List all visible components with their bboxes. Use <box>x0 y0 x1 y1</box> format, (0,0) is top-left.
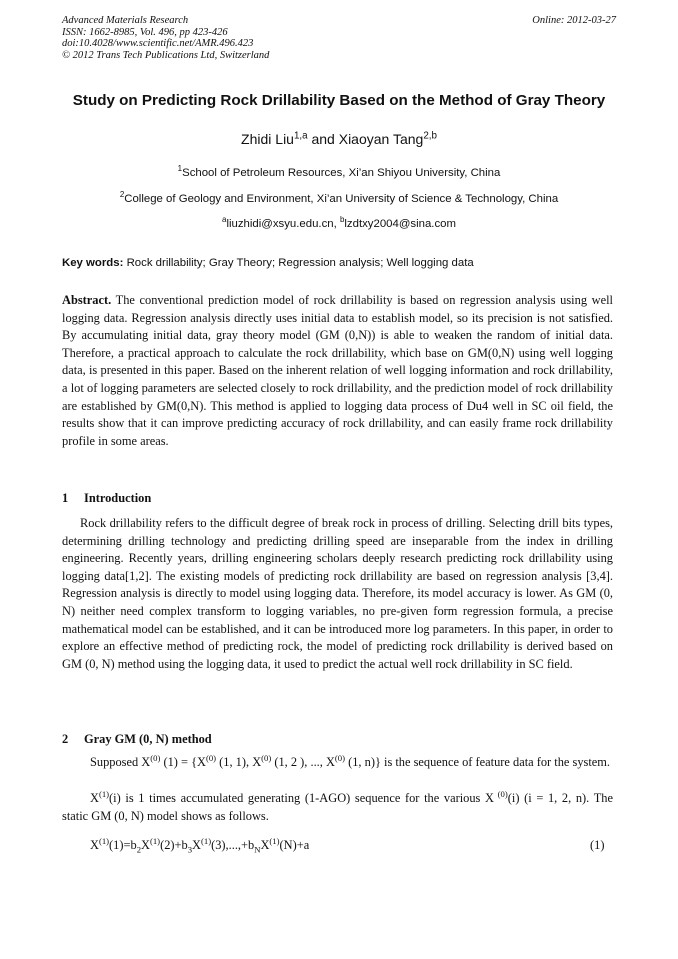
email-b-sup: b <box>339 215 345 225</box>
journal-header <box>62 15 269 61</box>
aff1-text: School of Petroleum Resources, Xi’an Shiyou University, China <box>182 167 501 179</box>
section-1-heading <box>62 491 151 506</box>
aff2-sup: 2 <box>119 190 125 200</box>
section-1-title: Introduction <box>84 491 152 505</box>
paper-title: Study on Predicting Rock Drillability Based on the Method of Gray Theory <box>72 92 606 109</box>
p1-sup: (0) <box>261 752 272 763</box>
keywords-label: Key words: <box>62 257 124 269</box>
p2-part: X <box>90 791 99 805</box>
author-2-sup: 2,b <box>423 130 437 142</box>
email-b[interactable]: lzdtxy2004@sina.com <box>344 218 456 230</box>
eq-part: X <box>192 838 201 852</box>
section-2-number: 2 <box>62 732 69 746</box>
p1-part: (1, n)} is the sequence of feature data for the system. <box>345 755 611 769</box>
sequence-definition-paragraph <box>62 754 613 772</box>
p1-sup: (0) <box>334 752 346 763</box>
eq-sup: (1) <box>269 835 280 846</box>
eq-sub: 2 <box>136 844 142 855</box>
affiliation-2 <box>0 190 678 205</box>
affiliation-1 <box>0 164 678 179</box>
email-a-sup: a <box>222 215 227 225</box>
p1-sup: (0) <box>205 752 217 763</box>
ago-definition-paragraph <box>62 790 613 825</box>
section-2-title: Gray GM (0, N) method <box>84 732 212 746</box>
eq-part: (2)+b <box>160 838 188 852</box>
author-1: Zhidi Liu <box>241 131 294 147</box>
p1-part: (1, 1), X <box>216 755 262 769</box>
p1-part: (1) = {X <box>160 755 206 769</box>
p2-part: (i) is 1 times accumulated generating (1-AGO) sequence for the various X <box>109 791 494 805</box>
p1-sup: (0) <box>150 752 161 763</box>
eq-part: X <box>90 838 99 852</box>
eq-sub: 3 <box>187 844 193 855</box>
p2-part: (i) (i = 1, 2, n). The static GM (0, N) model shows as follows. <box>62 791 613 823</box>
author-2: Xiaoyan Tang <box>338 131 424 147</box>
eq-part: (1)=b <box>109 838 137 852</box>
copyright-line: © 2012 Trans Tech Publications Ltd, Switzerland <box>62 49 270 61</box>
authors <box>0 131 678 147</box>
eq-part: (N)+a <box>279 838 310 852</box>
author-1-sup: 1,a <box>293 130 308 142</box>
journal-name: Advanced Materials Research <box>62 15 189 26</box>
issn-line: ISSN: 1662-8985, Vol. 496, pp 423-426 <box>62 26 228 38</box>
eq-sup: (1) <box>98 835 110 846</box>
aff1-sup: 1 <box>177 164 183 174</box>
introduction-paragraph: Rock drillability refers to the difficult degree of break rock in process of drilling. Selecting drill bits types, determining drilling technology and predicting drilling speed are inseparable from the index in drilling engineering. Recently years, drilling engineering scholars deeply research predicting rock drillability using logging data[1,2]. The existing models of predicting rock drillability are based on regression analysis [3,4]. Regression analysis is directly to model using logging data. Therefore, its model accuracy is lower. As GM (0, N) neither need complex transform to logging variables, no pre-given form regression formula, a precise mathematical model can be established, and it can be introduced more log parameters. In this paper, in order to explore an effective method of predicting rock, the model of predicting rock drillability is derived based on GM (0, N) method using the logging data, it used to predict the actual well rock drillability in SC field. <box>62 516 613 671</box>
abstract-label: Abstract. <box>62 293 112 307</box>
p2-sup: (0) <box>493 788 508 799</box>
section-2-heading <box>62 732 212 747</box>
author-and: and <box>307 131 339 147</box>
equation-number: (1) <box>590 838 605 852</box>
section-1-number: 1 <box>62 491 69 505</box>
online-date: Online: 2012-03-27 <box>532 15 616 26</box>
keywords-text: Rock drillability; Gray Theory; Regression analysis; Well logging data <box>123 257 474 269</box>
p1-part: Supposed X <box>90 755 151 769</box>
eq-sub: N <box>254 844 261 855</box>
abstract <box>62 292 613 450</box>
keywords <box>62 257 616 269</box>
eq-part: X <box>260 838 270 852</box>
eq-sup: (1) <box>149 835 161 846</box>
p1-part: (1, 2 ), ..., X <box>271 755 335 769</box>
email-a[interactable]: liuzhidi@xsyu.edu.cn, <box>226 218 340 230</box>
aff2-text: College of Geology and Environment, Xi’an University of Science & Technology, China <box>124 193 559 205</box>
abstract-text: The conventional prediction model of rock drillability is based on regression analysis using well logging data. Regression analysis directly uses initial data to establish model, so its precision is not satisfied. By accumulating initial data, gray theory model (GM (0,N)) is able to weaken the random of initial data. Therefore, a practical approach to calculate the rock drillability, which base on GM(0,N) using well logging data, is presented in this paper. Based on the inherent relation of well logging information and rock drillability, a lot of logging parameters are selected closely to rock drillability, and the prediction model of rock drillability are established by GM(0,N). This method is applied to logging data process of Du4 well in SC oil field, the results show that it can improve predicting accuracy of rock drillability, and can easily frame rock drillability profile in some areas. <box>62 293 613 448</box>
equation-1 <box>90 835 310 855</box>
author-emails <box>0 215 678 230</box>
p2-sup: (1) <box>98 788 110 799</box>
doi-line: doi:10.4028/www.scientific.net/AMR.496.423 <box>62 38 254 49</box>
eq-part: X <box>141 838 150 852</box>
eq-part: (3),...,+b <box>211 838 255 852</box>
eq-sup: (1) <box>200 835 212 846</box>
